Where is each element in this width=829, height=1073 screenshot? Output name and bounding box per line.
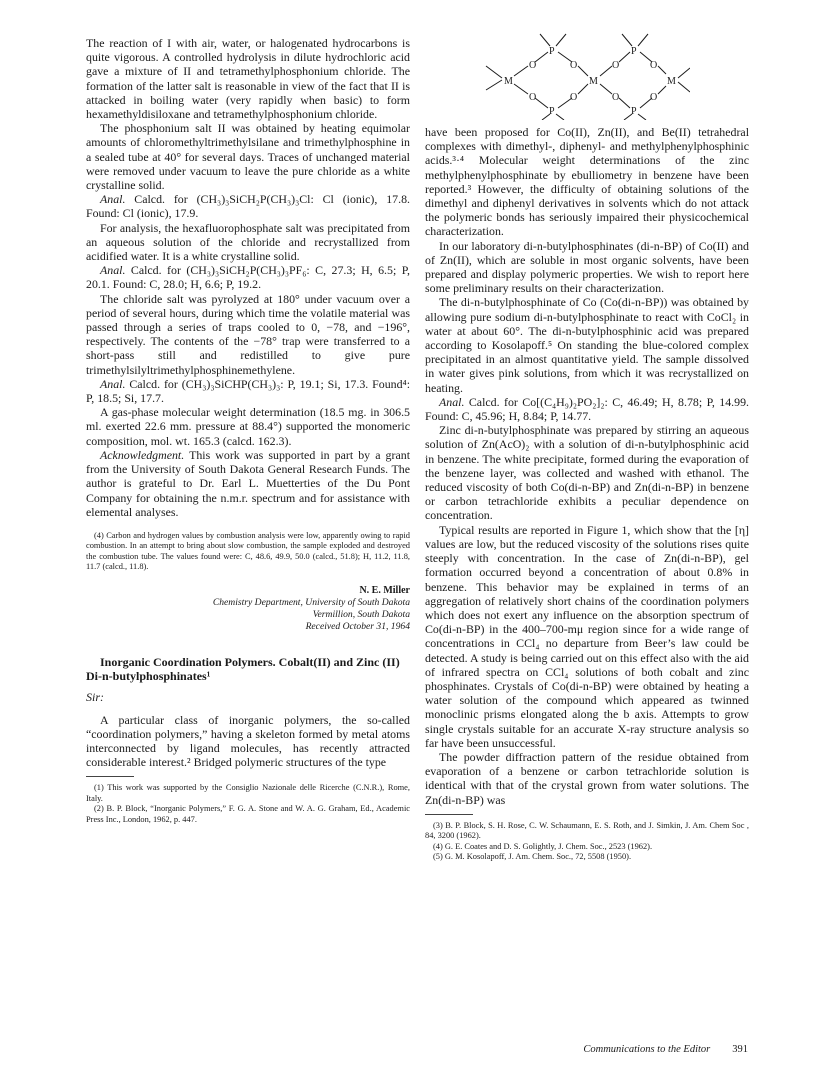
footnote: (1) This work was supported by the Consiglio Nazionale delle Ricerche (C.N.R.), Rome, Italy. [86, 783, 410, 803]
footnote-rule [86, 776, 134, 777]
footnote-rule [425, 814, 473, 815]
oxygen-atom-label: O [529, 92, 537, 103]
phosphorus-atom-label: P [631, 46, 637, 57]
salutation: Sir: [86, 689, 104, 704]
oxygen-atom-label: O [529, 60, 537, 71]
paragraph: The reaction of I with air, water, or halogenated hydrocarbons is quite vigorous. A controlled hydrolysis in dilute hydrochloric acid gave a mixture of II and tetramethylphosphonium chloride. The formation of the latter salt is reasonable in view of the fact that II is attacked in boiling water (very rapidly when basic) to form hexamethyldisiloxane and tetramethylphosphonium chloride. [86, 36, 410, 122]
metal-atom-label: M [504, 76, 513, 87]
paragraph: In our laboratory di-n-butylphosphinates (di-n-BP) of Co(II) and of Zn(II), which are soluble in most organic solvents, have been prepared and display polymeric properties. We wish to report here some preliminary results on their characterization. [425, 238, 749, 296]
author-location: Vermillion, South Dakota [312, 608, 410, 620]
journal-section: Communications to the Editor [583, 1044, 711, 1055]
article-title: Inorganic Coordination Polymers. Cobalt(II) and Zinc (II) Di-n-butylphosphinates¹ [86, 654, 400, 684]
anal-label: Anal. [100, 263, 126, 278]
acknowledgment-label: Acknowledgment. [100, 447, 185, 462]
footnote: (5) G. M. Kosolapoff, J. Am. Chem. Soc., 72, 5508 (1950). [433, 851, 632, 861]
paragraph: For analysis, the hexafluorophosphate salt was precipitated from an aqueous solution of the chloride and recrystallized from acidified water. It is a white crystalline solid. [86, 220, 410, 264]
paragraph: The phosphonium salt II was obtained by heating equimolar amounts of chloromethyltrimethylsilane and trimethylphosphine in a sealed tube at 40° for several days. Traces of unchanged material were removed under vacuum to leave the pure chloride as a white crystalline solid. [86, 121, 410, 193]
analysis-text: Calcd. for Co[(C₄H₉)₂PO₂]₂: C, 46.49; H, 8.78; P, 14.99. Found: C, 45.96; H, 8.84; P, 14.77. [425, 394, 749, 424]
footnote: (2) B. P. Block, “Inorganic Polymers,” F. G. A. Stone and W. A. G. Graham, Ed., Academic Press Inc., London, 1962, p. 447. [86, 804, 410, 824]
analysis-text: Calcd. for (CH₃)₃SiCH₂P(CH₃)₃PF₆: C, 27.3; H, 6.5; P, 20.1. Found: C, 28.0; H, 6.6; P, 19.2. [86, 263, 410, 292]
paragraph: Typical results are reported in Figure 1, which show that the [η] values are low, but the reduced viscosity of the solutions rises quite steeply with concentration. In the case of Zn(di-n-BP), gel formation occurred beyond a concentration of about 0.8% in benzene. This behavior may be explained in terms of an aggregation of relatively short chains of the coordination polymers which does not exert any influence on the absorption spectrum of Co(di-n-BP) in the 400–700-mμ region since for a wide range of concentrations in CCl₄ no departure from Beer’s law could be detected. A study is being carried out on this effect also with the aid of infrared spectra on CCl₄ solutions of both cobalt and zinc phosphinates. Crystals of Co(di-n-BP) were obtained by heating a water solution of the compound which appeared as twinned monoclinic prisms elongated along the b axis. Attempts to grow single crystals suitable for an accurate X-ray structure analysis so far have been unsuccessful. [425, 522, 749, 750]
metal-atom-label: M [589, 76, 598, 87]
footnote: (3) B. P. Block, S. H. Rose, C. W. Schaumann, E. S. Roth, and J. Simkin, J. Am. Chem Soc , 84, 3200 (1962). [425, 820, 749, 841]
footnote: (4) Carbon and hydrogen values by combustion analysis were low, apparently owing to rapid combustion. In an attempt to bring about slow combustion, the sample exploded and destroyed the combustion tube. The values found were: C, 48.6, 49.9, 50.0 (calcd., 51.8); H, 11.2, 11.8, 11.7 (calcd., 11.8). [86, 530, 410, 572]
page-number: 391 [732, 1044, 748, 1055]
oxygen-atom-label: O [650, 60, 658, 71]
anal-label: Anal. [100, 376, 126, 391]
paragraph: Zinc di-n-butylphosphinate was prepared by stirring an aqueous solution of Zn(AcO)₂ with a solution of di-n-butylphosphinic acid in benzene. The white precipitate, formed during the evaporation of the benzene layer, was collected and washed with ethanol. The reduced viscosity of both Co(di-n-BP) and Zn(di-n-BP) in benzene or carbon tetrachloride exhibits a peculiar dependence on concentration. [425, 423, 749, 523]
paragraph: A particular class of inorganic polymers, the so-called “coordination polymers,” having a skeleton formed by metal atoms interconnected by ligand molecules, has recently attracted considerable interest.² Bridged polymeric structures of the type [86, 712, 410, 770]
oxygen-atom-label: O [612, 92, 620, 103]
phosphorus-atom-label: P [549, 106, 555, 117]
oxygen-atom-label: O [612, 60, 620, 71]
author-name: N. E. Miller [359, 584, 410, 596]
paragraph: The powder diffraction pattern of the residue obtained from evaporation of a benzene or carbon tetrachloride solution is identical with that of the crystal grown from water solutions. The Zn(di-n-BP) was [425, 749, 749, 807]
analysis-paragraph [86, 377, 410, 405]
author-signature [86, 585, 410, 633]
anal-label: Anal. [100, 192, 126, 207]
analysis-paragraph [86, 263, 410, 291]
polymer-structure-diagram [480, 8, 690, 120]
acknowledgment-paragraph [86, 448, 410, 519]
analysis-paragraph [425, 395, 749, 423]
oxygen-atom-label: O [650, 92, 658, 103]
oxygen-atom-label: O [570, 60, 578, 71]
phosphorus-atom-label: P [549, 46, 555, 57]
left-column [86, 36, 410, 825]
metal-atom-label: M [667, 76, 676, 87]
page-footer [420, 1044, 748, 1055]
analysis-paragraph [86, 192, 410, 220]
anal-label: Anal. [439, 394, 465, 409]
paragraph: A gas-phase molecular weight determination (18.5 mg. in 306.5 ml. exerted 22.6 mm. pressure at 88.4°) supported the monomeric composition, mol. wt. 165.3 (calcd. 162.3). [86, 405, 410, 448]
phosphorus-atom-label: P [631, 106, 637, 117]
author-affiliation: Chemistry Department, University of South Dakota [212, 596, 410, 608]
received-date: Received October 31, 1964 [305, 620, 410, 632]
paragraph: have been proposed for Co(II), Zn(II), and Be(II) tetrahedral complexes with dimethyl-, diphenyl- and methylphenylphosphinic acids.³·⁴ Molecular weight determinations of the zinc methylphenylphosphinate by ebulliometry in benzene have been reported.³ However, the difficulty of obtaining solutions of the dimethyl and diphenyl derivatives in solvents which do not attack the polymeric bonds has seriously impaired their physicochemical characterization. [425, 125, 749, 239]
oxygen-atom-label: O [570, 92, 578, 103]
paragraph: The di-n-butylphosphinate of Co (Co(di-n-BP)) was obtained by allowing pure sodium di-n-butylphosphinate to react with CoCl₂ in water at about 60°. The di-n-butylphosphinic acid was prepared according to Kosolapoff.⁵ On standing the blue-colored complex precipitated in an almost quantitative yield. The sample dissolved in water gives pink solutions, from which it was recrystallized on heating. [425, 295, 749, 395]
right-column [425, 125, 749, 862]
footnote: (4) G. E. Coates and D. S. Golightly, J. Chem. Soc., 2523 (1962). [433, 841, 653, 851]
analysis-text: Calcd. for (CH₃)₃SiCHP(CH₃)₃: P, 19.1; Si, 17.3. Found⁴: P, 18.5; Si, 17.7. [86, 376, 410, 406]
analysis-text: Calcd. for (CH₃)₃SiCH₂P(CH₃)₃Cl: Cl (ionic), 17.8. Found: Cl (ionic), 17.9. [86, 192, 410, 221]
paragraph: The chloride salt was pyrolyzed at 180° under vacuum over a period of several hours, during which time the volatile material was passed through a series of traps cooled to 0, −78, and −196°, respectively. The contents of the −78° trap were transferred to a short-pass still and redistilled to give pure trimethylsilyltrimethylphosphinemethylene. [86, 291, 410, 377]
acknowledgment-text: This work was supported in part by a grant from the University of South Dakota General Research Funds. The author is grateful to Dr. Earl L. Muetterties of the Du Pont Company for obtaining the n.m.r. spectrum and for assistance with elemental analyses. [86, 447, 410, 519]
